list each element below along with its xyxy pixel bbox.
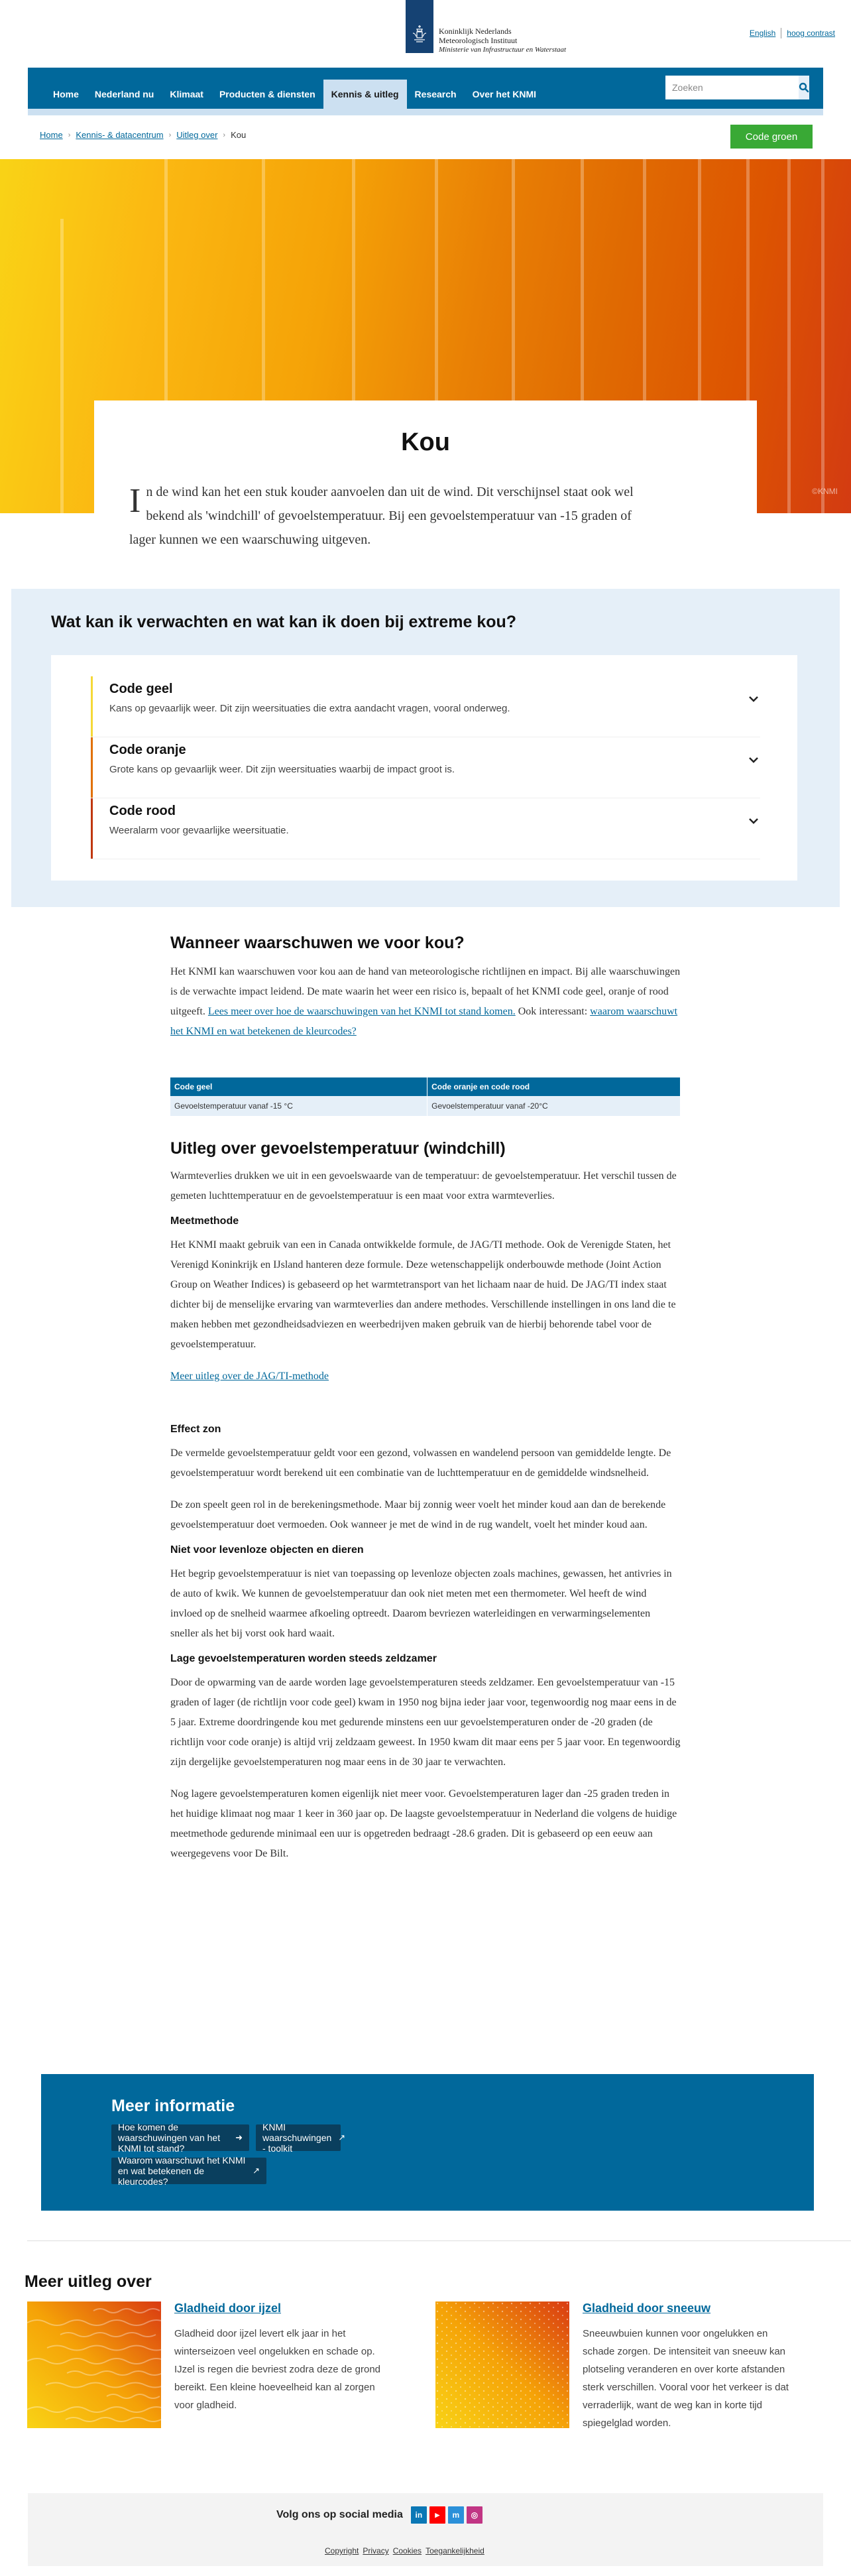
warnings-heading: Wat kan ik verwachten en wat kan ik doen bij extreme kou? [51, 613, 517, 631]
search-icon [799, 82, 809, 93]
cookies-link[interactable]: Cookies [392, 2546, 422, 2555]
search-input[interactable] [665, 76, 799, 99]
ijzel-description: Gladheid door ijzel levert elk jaar in het winterseizoen veel ongelukken en schade op. IJzel is regen die bevriest zodra deze de grond bereikt. Een kleine hoeveelheid kan al zorgen voor gladheid. [174, 2328, 381, 2411]
code-oranje-color-bar [91, 737, 93, 798]
footer-links [325, 2546, 484, 2555]
breadcrumb [40, 130, 246, 140]
follow-label: Volg ons op social media [276, 2509, 403, 2520]
breadcrumb-home[interactable]: Home [40, 130, 63, 140]
accordion-code-oranje[interactable] [91, 737, 760, 798]
sneeuw-link[interactable]: Gladheid door sneeuw [583, 2301, 711, 2315]
youtube-icon[interactable]: ▶ [429, 2506, 445, 2524]
nav-item-research[interactable]: Research [414, 89, 457, 99]
table-cell: Gevoelstemperatuur vanaf -15 °C [170, 1096, 427, 1116]
objects-text: Het begrip gevoelstemperatuur is niet van toepassing op levenloze objecten zoals machines, gewassen, het antivries in de auto of kwik. We kunnen de gevoelstemperatuur dan ook niet meten met een thermometer. Wel heeft de wind invloed op de snelheid waarmee afkoeling optreedt. Daarom bevriezen waterleidingen en verwarmingselementen sneller als het bij vorst ook hard waait. [170, 1568, 672, 1639]
copyright-link[interactable]: Copyright [325, 2546, 359, 2555]
intro-text [129, 480, 646, 552]
image-copyright: ©KNMI [812, 487, 838, 496]
hero-stripe [787, 159, 791, 513]
search-button[interactable] [799, 76, 809, 99]
windchill-heading: Uitleg over gevoelstemperatuur (windchill) [170, 1139, 506, 1158]
when-text-part: Het KNMI kan waarschuwen voor kou aan de hand van meteorologische richtlijnen en impact. Bij alle waarschuwingen is de verwachte impact leidend. De mate waarin het weer een risico is, bepaalt of het KNMI code geel, oranje of rood uitgeeft. [170, 966, 681, 1017]
breadcrumb-current: Kou [231, 130, 247, 140]
nav-item-home[interactable]: Home [53, 89, 79, 99]
windchill-section [170, 1139, 681, 1864]
warning-accordion [51, 655, 797, 881]
logo-line-1: Koninklijk Nederlands [439, 27, 512, 36]
drop-cap: I [129, 482, 141, 520]
warnings-process-link[interactable]: Lees meer over hoe de waarschuwingen van het KNMI tot stand komen. [207, 1006, 516, 1017]
external-link-icon: ↗ [338, 2132, 346, 2142]
when-section [170, 934, 681, 1042]
more-info-heading: Meer informatie [111, 2097, 235, 2115]
sun-heading: Effect zon [170, 1424, 221, 1435]
warnings-process-button[interactable] [111, 2122, 249, 2154]
color-codes-button[interactable] [111, 2155, 266, 2187]
main-navigation [28, 68, 823, 109]
nav-item-klimaat[interactable]: Klimaat [170, 89, 203, 99]
sneeuw-thumbnail[interactable] [435, 2301, 569, 2428]
related-heading: Meer uitleg over [25, 2272, 152, 2291]
accordion-title: Code oranje [109, 743, 186, 757]
windchill-intro: Warmteverlies drukken we uit in een gevoelswaarde van de temperatuur: de gevoelstemperatuur. Het verschil tussen de gemeten luchttemperatuur en de gevoelstemperatuur is een maat voor extra warmteverlies. [170, 1170, 677, 1201]
english-link[interactable]: English [749, 29, 776, 38]
chevron-right-icon: › [168, 131, 172, 139]
knmi-logo[interactable] [406, 0, 566, 54]
breadcrumb-kennis-datacentrum[interactable]: Kennis- & datacentrum [76, 130, 164, 140]
chevron-down-icon[interactable] [747, 814, 760, 828]
mastodon-icon[interactable]: m [448, 2506, 464, 2524]
accessibility-link[interactable]: Toegankelijkheid [426, 2546, 484, 2555]
sun-text-1: De vermelde gevoelstemperatuur geldt voor een gezond, volwassen en wandelend persoon van gemiddelde lengte. De gevoelstemperatuur wordt berekend uit een combinatie van de luchttemperatuur en de gemiddelde windsnelheid. [170, 1447, 671, 1479]
logo-line-2: Meteorologisch Instituut [439, 36, 518, 45]
nav-subbar [28, 109, 823, 115]
sun-text-2: De zon speelt geen rol in de berekeningsmethode. Maar bij zonnig weer voelt het minder koud aan dan de berekende gevoelstemperatuur doet vermoeden. Ook wanneer je met de wind in de rug wandelt, voelt het minder koud aan. [170, 1499, 666, 1530]
high-contrast-link[interactable]: hoog contrast [787, 29, 835, 38]
warning-codes-section [11, 589, 840, 907]
weather-code-button[interactable]: Code groen [730, 125, 813, 149]
when-text [170, 962, 681, 1042]
accordion-description: Kans op gevaarlijk weer. Dit zijn weersituaties die extra aandacht vragen, vooral onderweg. [109, 703, 510, 714]
table-cell: Gevoelstemperatuur vanaf -20°C [427, 1096, 681, 1116]
sneeuw-description: Sneeuwbuien kunnen voor ongelukken en schade zorgen. De intensiteit van sneeuw kan plotseling veranderen en over korte afstanden sterk verschillen. Vooral voor het verkeer is dat verraderlijk, want de weg kan in korte tijd spiegelglad worden. [583, 2328, 789, 2429]
social-media-bar [276, 2506, 485, 2524]
instagram-icon[interactable]: ◎ [467, 2506, 482, 2524]
related-item-ijzel [27, 2301, 386, 2428]
more-info-panel [41, 2074, 814, 2211]
when-heading: Wanneer waarschuwen we voor kou? [170, 934, 465, 952]
accordion-description: Weeralarm voor gevaarlijke weersituatie. [109, 825, 289, 836]
ijzel-link[interactable]: Gladheid door ijzel [174, 2301, 282, 2315]
ijzel-thumbnail[interactable] [27, 2301, 161, 2428]
site-footer [28, 2493, 823, 2566]
rare-text-2: Nog lagere gevoelstemperaturen komen eigenlijk niet meer voor. Gevoelstemperaturen lager dan -25 graden treden in het huidige klimaat nog maar 1 keer in 360 jaar op. De laagste gevoelstemperatuur in Nederland die volgens de huidige meetmethode gedurende minimaal een uur is opgetreden bedraagt -28.6 graden. Dit is gebaseerd op een eeuw aan weergegevens voor De Bilt. [170, 1788, 677, 1859]
intro-body: n de wind kan het een stuk kouder aanvoelen dan uit de wind. Dit verschijnsel staat ook wel bekend als 'windchill' of gevoelstemperatuur. Bij een gevoelstemperatuur van -15 graden of lager kunnen we een waarschuwing uitgeven. [129, 485, 634, 547]
button-label: KNMI waarschuwingen - toolkit [262, 2122, 332, 2154]
accordion-code-geel[interactable] [91, 676, 760, 737]
rijksoverheid-emblem-icon [406, 0, 433, 53]
chevron-right-icon: › [68, 131, 71, 139]
when-text-part: Ook interessant: [515, 1006, 591, 1017]
hero-stripe [821, 159, 824, 513]
rare-heading: Lage gevoelstemperaturen worden steeds zeldzamer [170, 1653, 437, 1664]
code-geel-color-bar [91, 676, 93, 737]
button-label: Waarom waarschuwt het KNMI en wat betekenen de kleurcodes? [118, 2155, 246, 2187]
breadcrumb-uitleg-over[interactable]: Uitleg over [176, 130, 218, 140]
table-header-code-oranje-rood: Code oranje en code rood [427, 1077, 681, 1096]
linkedin-icon[interactable]: in [411, 2506, 427, 2524]
related-item-sneeuw [435, 2301, 795, 2432]
table-header-code-geel: Code geel [170, 1077, 427, 1096]
intro-card [94, 400, 757, 583]
chevron-right-icon: › [223, 131, 226, 139]
table-row [170, 1096, 681, 1116]
nav-item-producten-diensten[interactable]: Producten & diensten [219, 89, 315, 99]
accordion-title: Code geel [109, 682, 173, 696]
method-text: Het KNMI maakt gebruik van een in Canada ontwikkelde formule, de JAG/TI methode. Ook de Verenigde Staten, het Verenigd Koninkrijk en IJsland hanteren deze formule. Deze wetenschappelijk onderbouwde methode (Joint Action Group on Weather Indices) is gebaseerd op het warmtetransport van het lichaam naar de huid. De JAG/TI index staat dichter bij de menselijke ervaring van warmteverlies dan andere methodes. Verschillende instellingen in ons land die te maken hebben met gezondheidsadviezen en weerbedrijven maken gebruik van de hierbij behorende tabel voor de gevoelstemperatuur. [170, 1239, 676, 1350]
objects-heading: Niet voor levenloze objecten en dieren [170, 1544, 364, 1556]
code-rood-color-bar [91, 798, 93, 859]
page-title: Kou [401, 428, 450, 456]
arrow-right-icon: ➜ [235, 2132, 243, 2142]
nav-item-nederland-nu[interactable]: Nederland nu [94, 89, 154, 99]
chevron-down-icon[interactable] [747, 692, 760, 705]
nav-item-over-knmi[interactable]: Over het KNMI [472, 89, 537, 99]
search-box [665, 76, 803, 99]
accordion-title: Code rood [109, 804, 176, 818]
rare-text-1: Door de opwarming van de aarde worden lage gevoelstemperaturen steeds zeldzamer. Een gevoelstemperatuur van -15 graden of lager (de richtlijn voor code geel) kwam in 1950 nog bijna ieder jaar voor, tegenwoordig nog maar eens in de 5 jaar. Extreme doordringende kou met gedurende minstens een uur gevoelstemperaturen onder de -20 graden (de richtlijn voor code oranje) is altijd vrij zeldzaam geweest. In 1950 kwam dit maar eens per 5 jaar voor. En tegenwoordig zijn dergelijke gevoelstemperaturen nog maar eens in de 30 jaar te verwachten. [170, 1677, 681, 1768]
section-divider [27, 2240, 851, 2241]
jagti-method-link[interactable]: Meer uitleg over de JAG/TI-methode [170, 1371, 329, 1382]
accordion-code-rood[interactable] [91, 798, 760, 859]
privacy-link[interactable]: Privacy [363, 2546, 389, 2555]
nav-item-kennis-uitleg[interactable]: Kennis & uitleg [323, 80, 407, 109]
toolkit-button[interactable] [256, 2122, 346, 2154]
logo-ministry: Ministerie van Infrastructuur en Waterstaat [439, 46, 567, 54]
site-header [0, 0, 851, 66]
accordion-description: Grote kans op gevaarlijk weer. Dit zijn weersituaties waarbij de impact groot is. [109, 764, 455, 775]
external-link-icon: ↗ [253, 2166, 260, 2176]
color-codes-link[interactable]: waarom waarschuwt het KNMI en wat betekenen de kleurcodes? [170, 1006, 678, 1037]
hero-stripe [60, 219, 64, 513]
chevron-down-icon[interactable] [747, 753, 760, 767]
method-heading: Meetmethode [170, 1215, 239, 1227]
utility-links [750, 28, 835, 38]
warning-threshold-table [170, 1077, 681, 1116]
button-label: Hoe komen de waarschuwingen van het KNMI tot stand? [118, 2122, 221, 2154]
